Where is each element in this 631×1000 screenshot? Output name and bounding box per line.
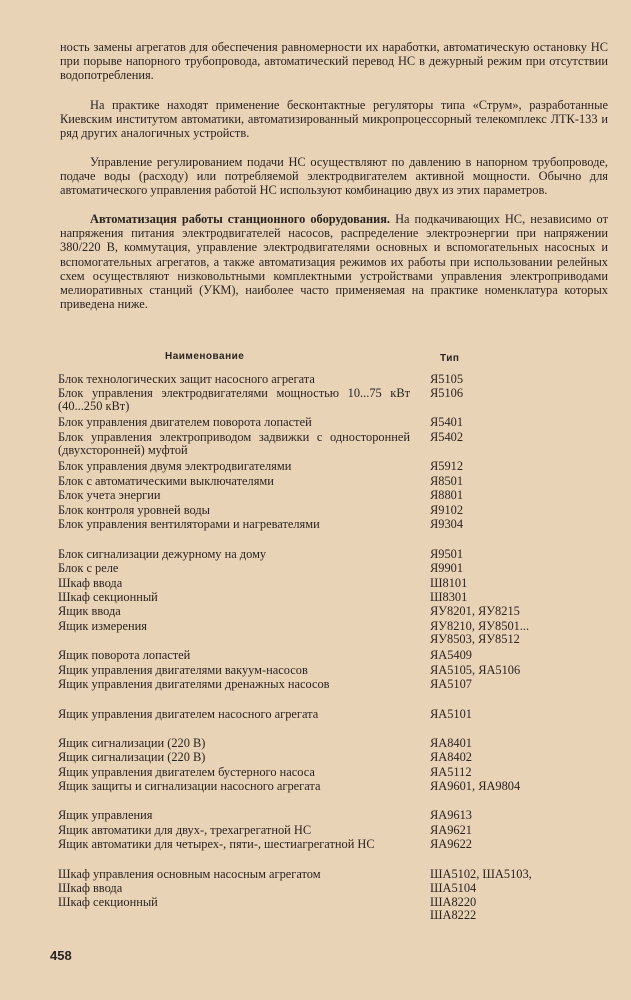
paragraph-4: Автоматизация работы станционного оборудования. На подкачивающих НС, независимо от напряжения питания электродвигателей насосов, распределение электроэнергии при напряжении 380/220 В, коммутация, управление электродвигателями основных и вспомогательных насосных и вспомогательных агрегатов, а также автоматизация режимов их работы при использовании релейных схем осуществляют низковольтными комплектными устройствами управления электроприводами мелиоративных станций (УКМ), наиболее часто применяемая на практике номенклатура которых приведена ниже. [60, 212, 608, 312]
paragraph-3: Управление регулированием подачи НС осуществляют по давлению в напорном трубопроводе, подаче воды (расходу) или потребляемой электродвигателем активной мощности. Обычно для автоматического управления работой НС используют комбинацию двух из этих параметров. [60, 155, 608, 198]
book-page: ность замены агрегатов для обеспечения равномерности их наработки, автоматическую остановку НС при порыве напорного трубопровода, автоматический перевод НС в дежурный режим при отсутствии водопотребления. На практике находят применение бесконтактные регуляторы типа «Струм», разработанные Киевским институтом автоматики, автоматизированный микропроцессорный телекомплекс ЛТК-133 и ряд других аналогичных устройств. Управление регулированием подачи НС осуществляют по давлению в напорном трубопроводе, подаче воды (расходу) или потребляемой электродвигателем активной мощности. Обычно для автоматического управления работой НС используют комбинацию двух из этих параметров. Автоматизация работы станционного оборудования. На подкачивающих НС, независимо от напряжения питания электродвигателей насосов, распределение электроэнергии при напряжении 380/220 В, коммутация, управление электродвигателями основных и вспомогательных насосных и вспомогательных агрегатов, а также автоматизация режимов их работы при использовании релейных схем осуществляют низковольтными комплектными устройствами управления электроприводами мелиоративных станций (УКМ), наиболее часто применяемая на практике номенклатура которых приведена ниже. Наименование Тип Блок технологических защит насосного агрегата Я5105 Блок управления электродвигателями мощностью 10...75 кВт (40...250 кВт) Я5106 Блок управления двигателем поворота лопастей Я5401 Блок управления электроприводом задвижки с односторонней (двухсторонней) муфтой Я5402 Блок управления двумя электродвигателями Я5912 Блок с автоматическими выключателями Я8501 Блок учета энергии Я8801 Блок контроля уровней воды Я9102 Блок управления вентиляторами и нагревателями Я9304 Блок сигнализации дежурному на дому Я9501 Блок с реле Я9901 Шкаф ввода Ш8101 Шкаф секционный Ш8301 Ящик ввода ЯУ8201, ЯУ8215 Ящик измерения ЯУ8210, ЯУ8501... ЯУ8503, ЯУ8512 Ящик поворота лопастей ЯА5409 Ящик управления двигателями вакуум-насосов ЯА5105, ЯА5106 Ящик управления двигателями дренажных насосов ЯА5107 Ящик управления двигателем насосного агрегата ЯА5101 Ящик сигнализации (220 В) ЯА8401 Ящик сигнализации (220 В) ЯА8402 Ящик управления двигателем бустерного насоса ЯА5112 Ящик защиты и сигнализации насосного агрегата ЯА9601, ЯА9804 Ящик управления ЯА9613 Ящик автоматики для двух-, трехагрегатной НС ЯА9621 Ящик автоматики для четырех-, пяти-, шестиагрегатной НС ЯА9622 Шкаф управления основным насосным агрегатом ША5102, ША5103, Шкаф ввода ША5104 Шкаф секционный ША8220 ША8222 458 [50, 40, 608, 963]
section-heading: Автоматизация работы станционного оборудования. [90, 212, 391, 226]
paragraph-1: ность замены агрегатов для обеспечения равномерности их наработки, автоматическую остановку НС при порыве напорного трубопровода, автоматический перевод НС в дежурный режим при отсутствии водопотребления. [60, 40, 608, 83]
table-header-type: Тип [440, 353, 460, 364]
table-header-name: Наименование [165, 351, 245, 362]
page-number: 458 [50, 948, 72, 963]
paragraph-2: На практике находят применение бесконтактные регуляторы типа «Струм», разработанные Киевским институтом автоматики, автоматизированный микропроцессорный телекомплекс ЛТК-133 и ряд других аналогичных устройств. [60, 98, 608, 141]
